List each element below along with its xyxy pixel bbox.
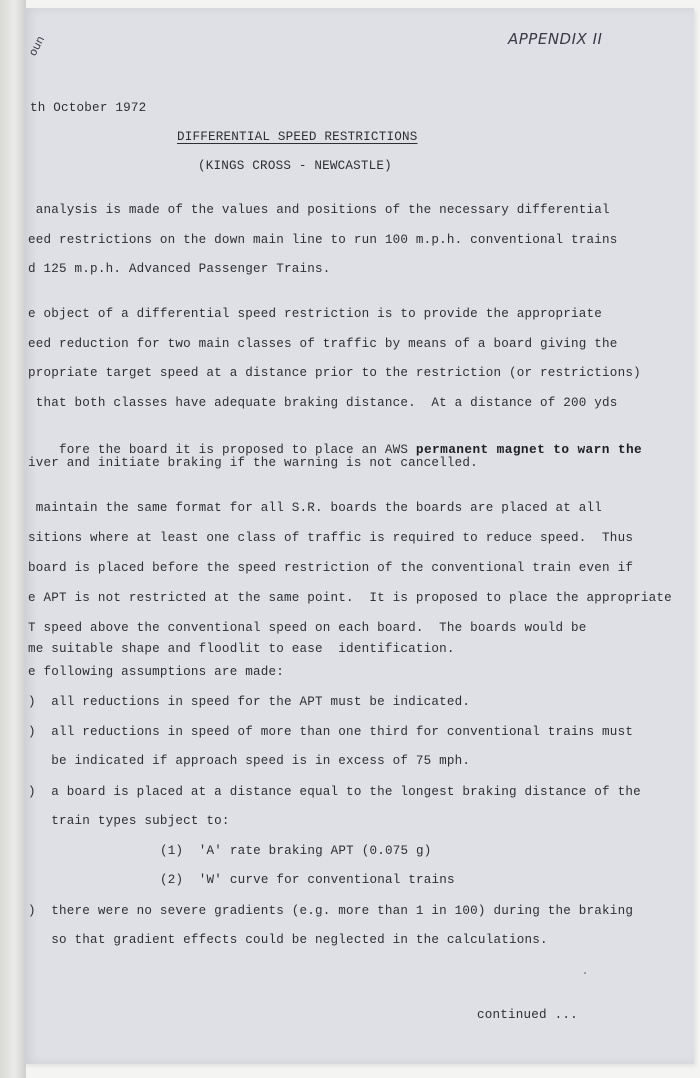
- assumption-item: ) all reductions in speed for the APT must be indicated.: [28, 695, 471, 709]
- para2-line-text: fore the board it is proposed to place an AWS: [59, 443, 416, 457]
- para2-bold-text: permanent magnet to warn the: [415, 442, 643, 457]
- assumption-item: ) all reductions in speed of more than one third for conventional trains must: [28, 725, 634, 739]
- para3-line: maintain the same format for all S.R. boards the boards are placed at all: [28, 501, 603, 515]
- para1-line: eed restrictions on the down main line to run 100 m.p.h. conventional trains: [28, 233, 618, 247]
- document-date: th October 1972: [30, 101, 147, 115]
- para3-line: e APT is not restricted at the same point. It is proposed to place the appropriate: [28, 591, 672, 605]
- para1-line: d 125 m.p.h. Advanced Passenger Trains.: [28, 262, 331, 276]
- para3-line: board is placed before the speed restriction of the conventional train even if: [28, 561, 634, 575]
- document-page: [24, 8, 694, 1064]
- document-subtitle: (KINGS CROSS - NEWCASTLE): [198, 159, 392, 173]
- para3-line: sitions where at least one class of traffic is required to reduce speed. Thus: [28, 531, 634, 545]
- assumption-item: train types subject to:: [28, 814, 230, 828]
- corner-handwriting: oun: [26, 33, 48, 59]
- document-title: DIFFERENTIAL SPEED RESTRICTIONS: [177, 130, 418, 144]
- para2-line: that both classes have adequate braking distance. At a distance of 200 yds: [28, 396, 618, 410]
- sub-item: (2) 'W' curve for conventional trains: [160, 873, 455, 887]
- para1-line: analysis is made of the values and positions of the necessary differential: [28, 203, 610, 217]
- para2-line: propriate target speed at a distance prior to the restriction (or restrictions): [28, 366, 641, 380]
- para3-line: T speed above the conventional speed on each board. The boards would be: [28, 621, 587, 635]
- stray-mark: [584, 972, 586, 974]
- para3-line: e following assumptions are made:: [28, 665, 284, 679]
- para3-line: me suitable shape and floodlit to ease identification.: [28, 642, 455, 656]
- para2-line: iver and initiate braking if the warning is not cancelled.: [28, 456, 478, 470]
- binding-edge: [0, 0, 26, 1078]
- para2-line: eed reduction for two main classes of traffic by means of a board giving the: [28, 337, 618, 351]
- assumption-item: ) a board is placed at a distance equal to the longest braking distance of the: [28, 785, 641, 799]
- assumption-item: be indicated if approach speed is in excess of 75 mph.: [28, 754, 471, 768]
- appendix-label: APPENDIX II: [508, 30, 603, 48]
- assumption-item: so that gradient effects could be neglected in the calculations.: [28, 933, 548, 947]
- continued-note: continued ...: [477, 1008, 578, 1022]
- assumption-item: ) there were no severe gradients (e.g. more than 1 in 100) during the braking: [28, 904, 634, 918]
- para2-line: e object of a differential speed restriction is to provide the appropriate: [28, 307, 603, 321]
- sub-item: (1) 'A' rate braking APT (0.075 g): [160, 844, 432, 858]
